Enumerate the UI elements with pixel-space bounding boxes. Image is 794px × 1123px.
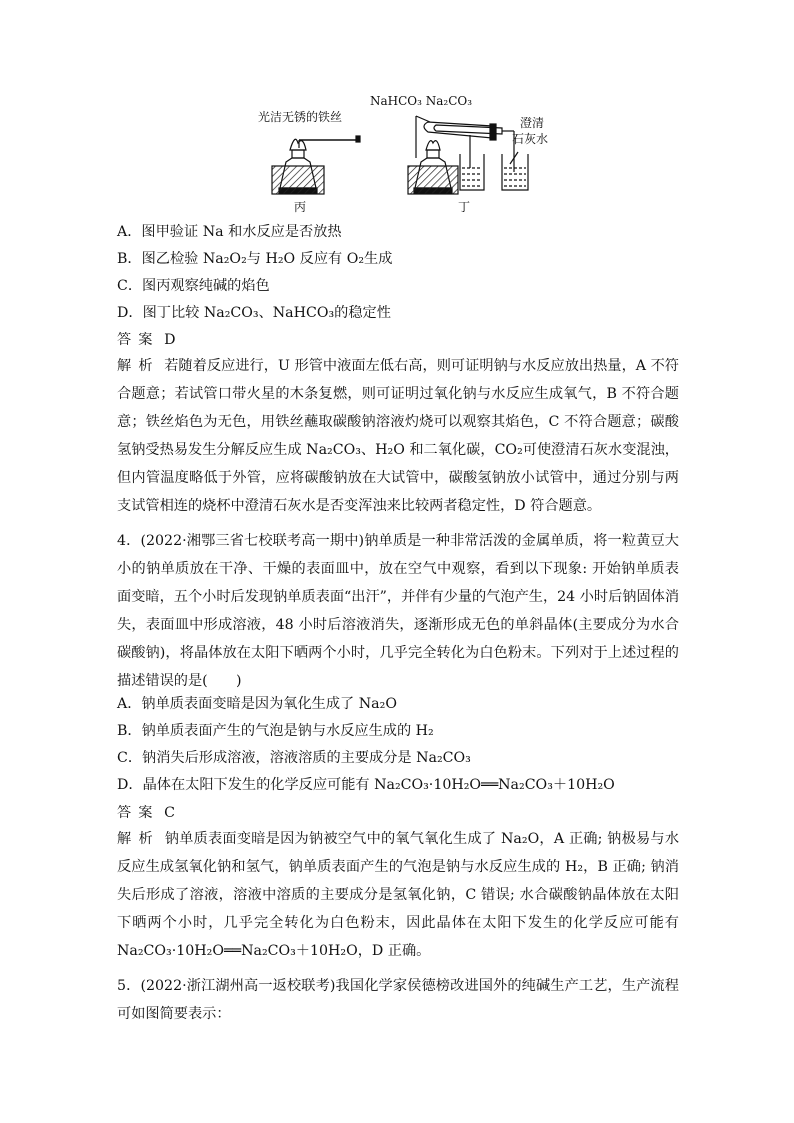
q3-answer [117, 330, 175, 350]
q4-option-d: D．晶体在太阳下发生的化学反应可能有 Na₂CO₃·10H₂O══Na₂CO₃＋10H₂O [117, 777, 615, 793]
q4-option-c: C．钠消失后形成溶液，溶液溶质的主要成分是 Na₂CO₃ [117, 750, 471, 766]
q4-analysis-text: 钠单质表面变暗是因为钠被空气中的氧气氧化生成了 Na₂O，A 正确; 钠极易与水反应生成氢氧化钠和氢气，钠单质表面产生的气泡是钠与水反应生成的 H₂，B 正确; 钠消失后形成了溶液，溶液中溶质的主要成分是氢氧化钠，C 错误; 水合碳酸钠晶体放在太阳下晒两个小时，几乎完全转化为白色粉末，因此晶体在太阳下发生的化学反应可能有 Na₂CO₃·10H₂O══Na₂CO₃＋10H₂O，D 正确。 [117, 831, 680, 959]
figure-ding-apparatus [408, 116, 528, 194]
label-nahco3-na2co3: NaHCO₃ Na₂CO₃ [370, 94, 473, 108]
q3-answer-label: 答案 [117, 332, 160, 348]
label-limewater-2: 石灰水 [512, 132, 549, 146]
q4-stem: 4．(2022·湘鄂三省七校联考高一期中)钠单质是一种非常活泼的金属单质，将一粒黄豆大小的钠单质放在干净、干燥的表面皿中，放在空气中观察，看到以下现象: 开始钠单质表面变暗，五个小时后发现钠单质表面“出汗”，并伴有少量的气泡产生，24 小时后钠固体消失，表面皿中形成溶液，48 小时后溶液消失，逐渐形成无色的单斜晶体(主要成分为水合碳酸钠)，将晶体放在太阳下晒两个小时，几乎完全转化为白色粉末。下列对于上述过程的描述错误的是( ) [117, 533, 680, 689]
q4-answer [117, 803, 175, 823]
caption-bing: 丙 [294, 200, 307, 214]
q4-option-b: B．钠单质表面产生的气泡是钠与水反应生成的 H₂ [117, 723, 434, 739]
q4-option-a: A．钠单质表面变暗是因为氧化生成了 Na₂O [117, 696, 397, 712]
label-limewater-1: 澄清 [520, 116, 545, 130]
q4-answer-value: C [164, 805, 175, 821]
q3-option-d: D．图丁比较 Na₂CO₃、NaHCO₃的稳定性 [117, 305, 391, 321]
q3-option-a: A．图甲验证 Na 和水反应是否放热 [117, 224, 342, 240]
label-iron-wire: 光洁无锈的铁丝 [258, 110, 343, 124]
q4-answer-label: 答案 [117, 805, 160, 821]
q4-analysis-label: 解析 [117, 831, 161, 847]
q3-analysis [117, 352, 679, 520]
q4-analysis [117, 825, 679, 965]
q3-analysis-label: 解析 [117, 358, 160, 374]
apparatus-figure [240, 88, 570, 218]
q3-answer-value: D [164, 332, 176, 348]
q3-analysis-text: 若随着反应进行，U 形管中液面左低右高，则可证明钠与水反应放出热量，A 不符合题意；若试管口带火星的木条复燃，则可证明过氧化钠与水反应生成氧气，B 不符合题意；铁丝焰色为无色，用铁丝蘸取碳酸钠溶液灼烧可以观察其焰色，C 不符合题意；碳酸氢钠受热易发生分解反应生成 Na₂CO₃、H₂O 和二氧化碳，CO₂可使澄清石灰水变混浊，但内管温度略低于外管，应将碳酸钠放在大试管中，碳酸氢钠放小试管中，通过分别与两支试管相连的烧杯中澄清石灰水是否变浑浊来比较两者稳定性，D 符合题意。 [117, 358, 679, 514]
caption-ding: 丁 [458, 200, 471, 214]
figure-bing-apparatus [272, 136, 360, 194]
q3-option-c: C．图丙观察纯碱的焰色 [117, 278, 270, 294]
q5-stem: 5．(2022·浙江湖州高一返校联考)我国化学家侯德榜改进国外的纯碱生产工艺，生产流程可如图简要表示： [117, 978, 679, 1022]
q3-option-b: B．图乙检验 Na₂O₂与 H₂O 反应有 O₂生成 [117, 251, 393, 267]
